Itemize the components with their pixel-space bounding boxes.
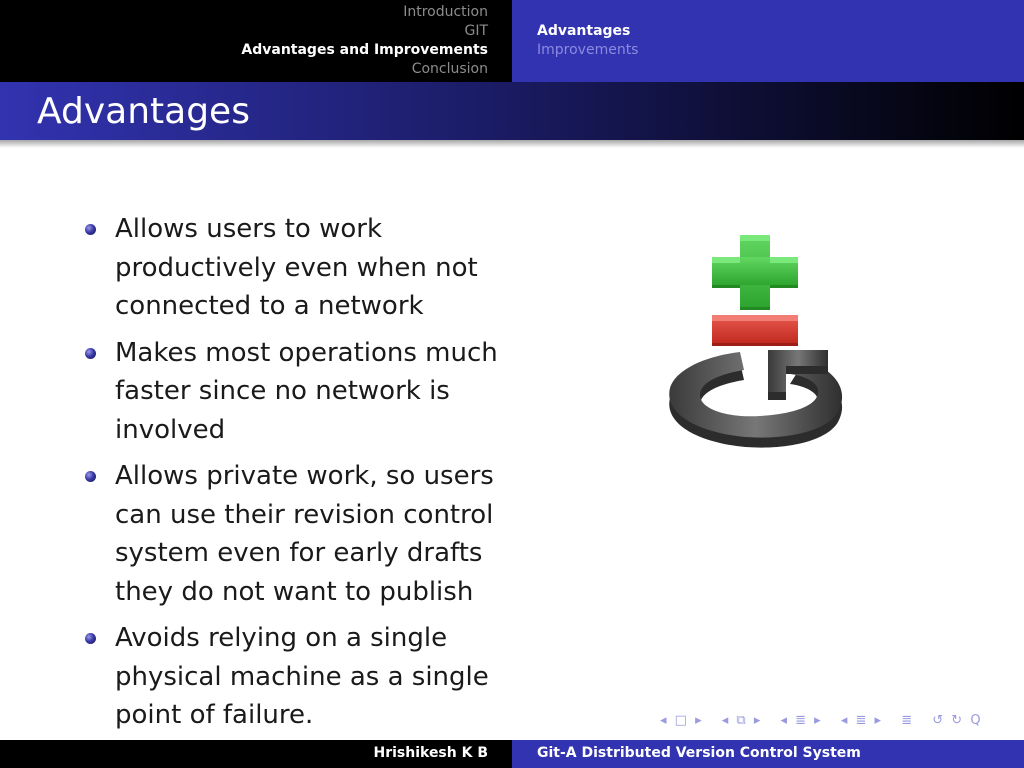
nav-subsection-icon[interactable]: ◂ ⧉ ▸: [721, 713, 763, 728]
header-subsections-panel: [512, 0, 1024, 82]
subsection-nav: [537, 22, 638, 60]
minus-icon: [712, 315, 798, 346]
nav-back-search-icon[interactable]: ↺ ↻ Q: [932, 713, 983, 728]
section-link-git[interactable]: GIT: [464, 23, 488, 39]
bullet-item: [85, 619, 505, 735]
bullet-item: [85, 334, 505, 450]
frame-title: Advantages: [37, 91, 250, 132]
section-link-conclusion[interactable]: Conclusion: [411, 61, 488, 77]
bullet-ball-icon: [85, 633, 96, 644]
section-link-introduction[interactable]: Introduction: [403, 4, 488, 20]
nav-toc-icon[interactable]: ≣: [901, 713, 915, 728]
footer-title: Git-A Distributed Version Control System: [537, 745, 861, 761]
footer-author: Hrishikesh K B: [373, 745, 488, 761]
section-link-advantages-and-improvements[interactable]: Advantages and Improvements: [241, 42, 488, 58]
git-logo-icon: [660, 230, 850, 450]
bullet-item: [85, 457, 505, 611]
bullet-item: [85, 210, 505, 326]
bullet-text: Makes most operations much faster since no network is involved: [115, 337, 498, 445]
bullet-ball-icon: [85, 471, 96, 482]
bullet-ball-icon: [85, 348, 96, 359]
bullet-list: [85, 210, 505, 743]
nav-section-icon[interactable]: ◂ ≣ ▸: [780, 713, 823, 728]
header-sections-panel: [0, 0, 512, 82]
nav-presentation-icon[interactable]: ◂ ≣ ▸: [840, 713, 884, 728]
subsection-link-improvements[interactable]: Improvements: [537, 42, 639, 58]
bullet-text: Allows users to work productively even when not connected to a network: [115, 214, 478, 321]
nav-frame-icon[interactable]: ◂ □ ▸: [660, 713, 704, 728]
footer-title-panel: [512, 740, 1024, 768]
subsection-link-advantages[interactable]: Advantages: [537, 23, 631, 39]
footer-author-panel: [0, 740, 512, 768]
plus-icon: [712, 235, 798, 310]
bullet-text: Avoids relying on a single physical machine as a single point of failure.: [115, 623, 489, 730]
bullet-ball-icon: [85, 224, 96, 235]
title-bar-shadow: [0, 140, 1024, 148]
section-nav: [241, 3, 488, 79]
bullet-text: Allows private work, so users can use their revision control system even for early drafts they do not want to publish: [115, 461, 494, 607]
beamer-nav-symbols: [660, 713, 995, 728]
g-ring-icon: [669, 350, 842, 448]
